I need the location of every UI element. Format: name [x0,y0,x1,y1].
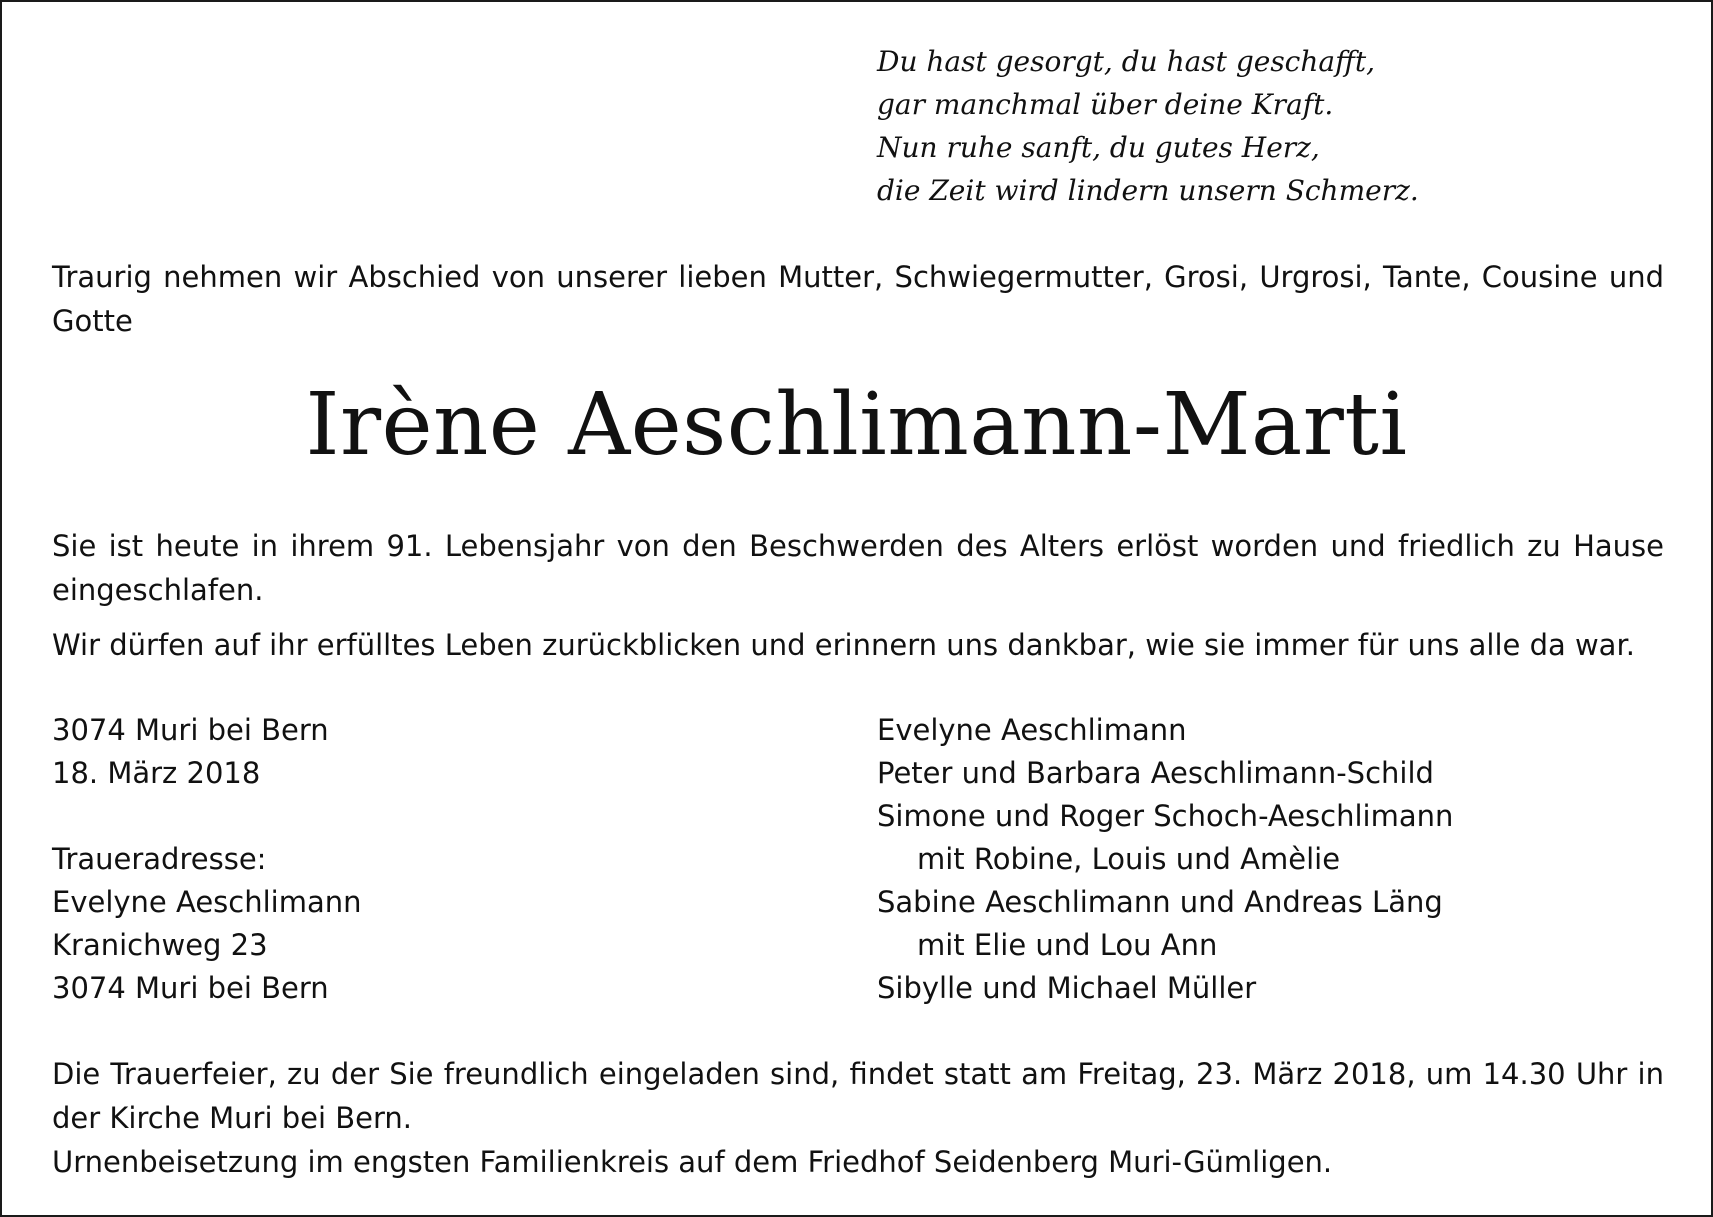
family-entry: Sabine Aeschlimann und Andreas Läng [877,885,1443,919]
deceased-name: Irène Aeschlimann-Marti [305,375,1408,475]
paragraph: Sie ist heute in ihrem 91. Lebensjahr von den Beschwerden des Alters erlöst worden und friedlich zu Hause eingeschlafen. [52,529,1664,607]
mourning-address-city: 3074 Muri bei Bern [52,971,329,1005]
family-entry: Simone und Roger Schoch-Aeschlimann [877,799,1454,833]
paragraph: Wir dürfen auf ihr erfülltes Leben zurückblicken und erinnern uns dankbar, wie sie immer für uns alle da war. [52,628,1635,662]
family-entry: Sibylle und Michael Müller [877,971,1257,1005]
spacer [52,795,361,838]
family-entry-children: mit Robine, Louis und Amèlie [917,842,1341,876]
verse-line: Nun ruhe sanft, du gutes Herz, [877,131,1320,164]
place: 3074 Muri bei Bern [52,713,329,747]
place-and-address [52,709,361,1010]
family-entry: Evelyne Aeschlimann [877,713,1187,747]
mourning-address-label: Traueradresse: [52,842,267,876]
urn-burial-info: Urnenbeisetzung im engsten Familienkreis auf dem Friedhof Seidenberg Muri-Gümligen. [52,1145,1333,1179]
family-entry: Peter und Barbara Aeschlimann-Schild [877,756,1434,790]
memorial-verse [877,40,1419,212]
mourning-address-name: Evelyne Aeschlimann [52,885,362,919]
family-list [877,709,1453,1010]
verse-line: gar manchmal über deine Kraft. [877,88,1334,121]
family-entry-children: mit Elie und Lou Ann [917,928,1218,962]
verse-line: die Zeit wird lindern unsern Schmerz. [877,174,1419,207]
date: 18. März 2018 [52,756,261,790]
mourning-address-street: Kranichweg 23 [52,928,268,962]
intro-text: Traurig nehmen wir Abschied von unserer lieben Mutter, Schwiegermutter, Grosi, Urgrosi, Tante, Cousine und Gotte [52,260,1664,338]
service-info: Die Trauerfeier, zu der Sie freundlich eingeladen sind, findet statt am Freitag, 23. März 2018, um 14.30 Uhr in der Kirche Muri bei Bern. [52,1057,1664,1135]
verse-line: Du hast gesorgt, du hast geschafft, [877,45,1376,78]
